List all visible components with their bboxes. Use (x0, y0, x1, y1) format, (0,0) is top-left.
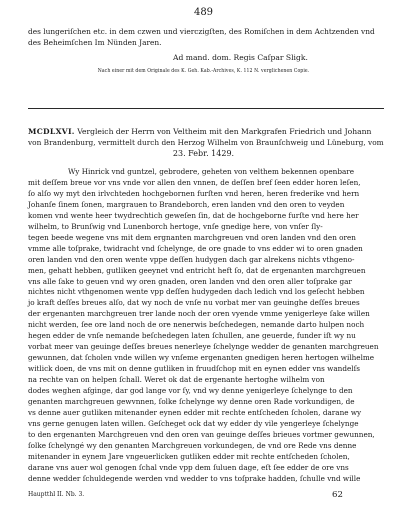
body-line: vs denne auer gutliken mitenander eynen edder mit rechte entſcheden ſcholen, darane wy (28, 407, 362, 417)
document-heading-line-2: von Brandenburg, vermittelt durch den Herzog Wilhelm von Braunſchweig und Lüneburg, vom (28, 138, 384, 147)
section-divider (28, 108, 384, 109)
body-line: nichtes nicht vthgenomen wente vpp deſſen hudygeden dach ledich vnd los geſecht hebben (28, 287, 365, 297)
body-line: to den ergenanten Marchgreuen vnd den oren van geuinge deſſes brieues vortmer gewunnen, (28, 429, 375, 439)
body-line: tegen beede wegene vns mit dem ergnanten marchgreuen vnd oren landen vnd den oren (28, 232, 356, 242)
body-line: komen vnd wente heer twydrechtich geweſen ſin, dat de hochgeborne furſte vnd here her (28, 210, 359, 220)
signature: Ad mand. dom. Regis Caſpar Sligk. (173, 53, 308, 62)
body-line: vns alle ſake to geuen vnd wy oren gnaden, oren landen vnd den oren aller toſprake gar (28, 276, 352, 286)
footer-signature-mark: Hauptthl II. Nb. 3. (28, 491, 85, 498)
body-line: men, gehatt hebben, gutliken geeynet vnd entricht heft ſo, dat de ergenanten marchgreuen (28, 265, 366, 275)
body-line: nicht werden, ſee ore land noch de ore nenerwis beſchedegen, nemande darto hulpen noch (28, 320, 365, 330)
body-line: na rechte van on helpen ſchall. Weret ok dat de ergenante hertoghe wilhelm von (28, 375, 325, 385)
body-line: witlick doen, de vns mit on denne gutliken in fruudſchop mit en eynen edder vns wandelſs (28, 364, 360, 374)
body-line: hegen edder de vnſe nemande beſchedegen laten ſchullen, ane geuerde, funder iſt wy nu (28, 331, 356, 341)
body-line: genanten marchgreuen gewvnnen, ſolke ſchelynge wy denne oren Rade vorkundigen, de (28, 396, 355, 406)
heading-text-1: Vergleich der Herrn von Veltheim mit den Markgrafen Friedrich und Johann (77, 127, 372, 136)
body-line: ſolke ſchelyngé wy den genanten Marchgreuen vorkundegen, de vnd ore Rede vns denne (28, 440, 357, 450)
page-number: 489 (193, 7, 214, 18)
document-date: 23. Febr. 1429. (172, 149, 235, 158)
document-heading-line-1 (28, 127, 371, 136)
body-line: gewunnen, dat ſcholen vnde willen wy vnſeme ergenanten gnedigen heren hertogen wilhelme (28, 353, 375, 363)
intro-line-2: des Beheimſchen Im Nünden Jaren. (28, 38, 162, 47)
body-line: jo kraft deſſes breues alſo, dat wy noch de vnſe nu vorbat mer van geuinghe deſſes breues (28, 298, 360, 308)
body-line: Johanſe ſinem ſonen, margrauen to Brandeborch, eren landen vnd den oren to veyden (28, 199, 345, 209)
document-number: MCDLXVI. (28, 127, 75, 136)
body-line: vmme alle toſprake, twidracht vnd ſchelynge, de ore gnade to vns edder wi to oren gnaden (28, 243, 363, 253)
body-line: mit deſſem breue vor vns vnde vor allen den vnnen, de deſſen bref ſeen edder horen leſen, (28, 177, 361, 187)
body-line: Wy Hinrick vnd guntzel, gebrodere, geheten von velthem bekennen openbare (68, 167, 355, 176)
body-line: der ergenanten marchgreuen trer lande noch der oren vyende vmme yenigerleye ſake willen (28, 309, 370, 319)
body-line: dodes weghen afginge, dar god lange vor ſy, vnd wy denne yenigerleye ſchelynge to den (28, 386, 353, 395)
footer-number: 62 (332, 490, 343, 500)
intro-line-1: des lungeriſchen etc. in dem czwen und vierczigſten, des Romiſchen in dem Achtzenden vnd (28, 27, 375, 36)
body-line: wilhelm, to Brunſwig vnd Lunenborch hertoge, vnſe gnedige here, von vnſer ſly- (28, 221, 323, 231)
source-note: Nach einer mit dem Originale des K. Geh. Kab.-Archives, K. 112 N. verglichenen Copie. (97, 68, 310, 74)
body-line: denne wedder ſchuldegende werden vnd wedder to vns toſprake hadden, ſchulle vnd wille (28, 473, 361, 483)
body-line: mitenander in eynem Jare vngeuerlicken gutliken edder mit rechte entſcheden ſcholen, (28, 451, 350, 461)
body-line: ſo alſo wy myt den irlvchteden hochgebornen furſten vnd heren, heren frederike vnd hern (28, 188, 360, 198)
body-line: vns gerne genugen laten willen. Geſcheget ock dat wy edder dy vile yengerleye ſchelynge (28, 418, 359, 428)
body-line: darane vns auer wol genogen ſchal vnde vpp dem ſuluen dage, eſt ſee edder de ore vns (28, 462, 349, 472)
body-line: vorbat meer van geuinge deſſes breues nenerleye ſchelynge wedder de genanten marchgreuen (28, 342, 379, 352)
body-line: oren landen vnd den oren wente vppe deſſen hudygen dach gar alrekens nichts vthgeno- (28, 254, 355, 264)
